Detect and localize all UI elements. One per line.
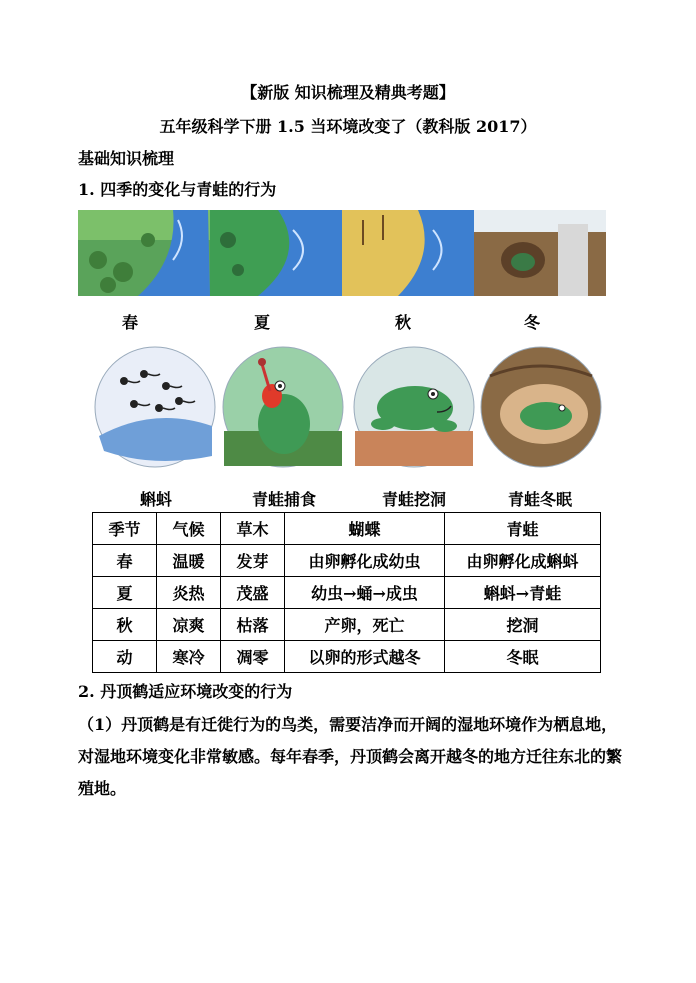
table-header-cell: 气候 bbox=[157, 513, 221, 545]
table-cell: 产卵，死亡 bbox=[285, 609, 445, 641]
table-cell: 冬眠 bbox=[445, 641, 601, 673]
section-heading-crane: 2. 丹顶鹤适应环境改变的行为 bbox=[78, 682, 293, 701]
season-panorama-image bbox=[78, 210, 606, 296]
table-cell: 温暖 bbox=[157, 545, 221, 577]
table-row bbox=[93, 641, 601, 673]
table-cell: 炎热 bbox=[157, 577, 221, 609]
tadpole-image bbox=[94, 346, 216, 468]
table-header-cell: 蝴蝶 bbox=[285, 513, 445, 545]
table-cell: 蝌蚪→青蛙 bbox=[445, 577, 601, 609]
table-row bbox=[93, 577, 601, 609]
table-header-cell: 青蛙 bbox=[445, 513, 601, 545]
table-cell: 凉爽 bbox=[157, 609, 221, 641]
table-cell: 由卵孵化成蝌蚪 bbox=[445, 545, 601, 577]
season-label-spring: 春 bbox=[121, 313, 138, 332]
crane-paragraph: （1）丹顶鹤是有迁徙行为的鸟类，需要洁净而开阔的湿地环境作为栖息地，对湿地环境变化非常敏感。每年春季，丹顶鹤会离开越冬的地方迁往东北的繁殖地。 bbox=[78, 715, 623, 798]
frog-digging-image bbox=[353, 346, 475, 468]
table-cell: 秋 bbox=[93, 609, 157, 641]
page-subtitle: 五年级科学下册 1.5 当环境改变了（教科版 2017） bbox=[159, 117, 537, 136]
caption-frog-digging: 青蛙挖洞 bbox=[381, 490, 446, 509]
season-table bbox=[92, 512, 601, 673]
table-cell: 由卵孵化成幼虫 bbox=[285, 545, 445, 577]
table-header-cell: 草木 bbox=[221, 513, 285, 545]
page-title: 【新版 知识梳理及精典考题】 bbox=[241, 83, 455, 102]
caption-frog-hibernating: 青蛙冬眠 bbox=[507, 490, 572, 509]
table-cell: 挖洞 bbox=[445, 609, 601, 641]
table-header-cell: 季节 bbox=[93, 513, 157, 545]
frog-hibernating-image bbox=[480, 346, 602, 468]
table-header-row bbox=[93, 513, 601, 545]
table-cell: 以卵的形式越冬 bbox=[285, 641, 445, 673]
table-cell: 春 bbox=[93, 545, 157, 577]
table-cell: 夏 bbox=[93, 577, 157, 609]
season-label-winter: 冬 bbox=[523, 313, 540, 332]
table-cell: 发芽 bbox=[221, 545, 285, 577]
table-cell: 茂盛 bbox=[221, 577, 285, 609]
table-cell: 寒冷 bbox=[157, 641, 221, 673]
table-cell: 枯落 bbox=[221, 609, 285, 641]
section-heading-basic: 基础知识梳理 bbox=[78, 149, 175, 168]
season-label-summer: 夏 bbox=[253, 313, 270, 332]
season-label-autumn: 秋 bbox=[394, 313, 411, 332]
frog-hunting-image bbox=[222, 346, 344, 468]
caption-tadpole: 蝌蚪 bbox=[139, 490, 172, 509]
table-cell: 幼虫→蛹→成虫 bbox=[285, 577, 445, 609]
table-row bbox=[93, 545, 601, 577]
section-heading-frog: 1. 四季的变化与青蛙的行为 bbox=[78, 180, 277, 199]
table-row bbox=[93, 609, 601, 641]
table-cell: 动 bbox=[93, 641, 157, 673]
caption-frog-hunting: 青蛙捕食 bbox=[251, 490, 316, 509]
table-cell: 凋零 bbox=[221, 641, 285, 673]
